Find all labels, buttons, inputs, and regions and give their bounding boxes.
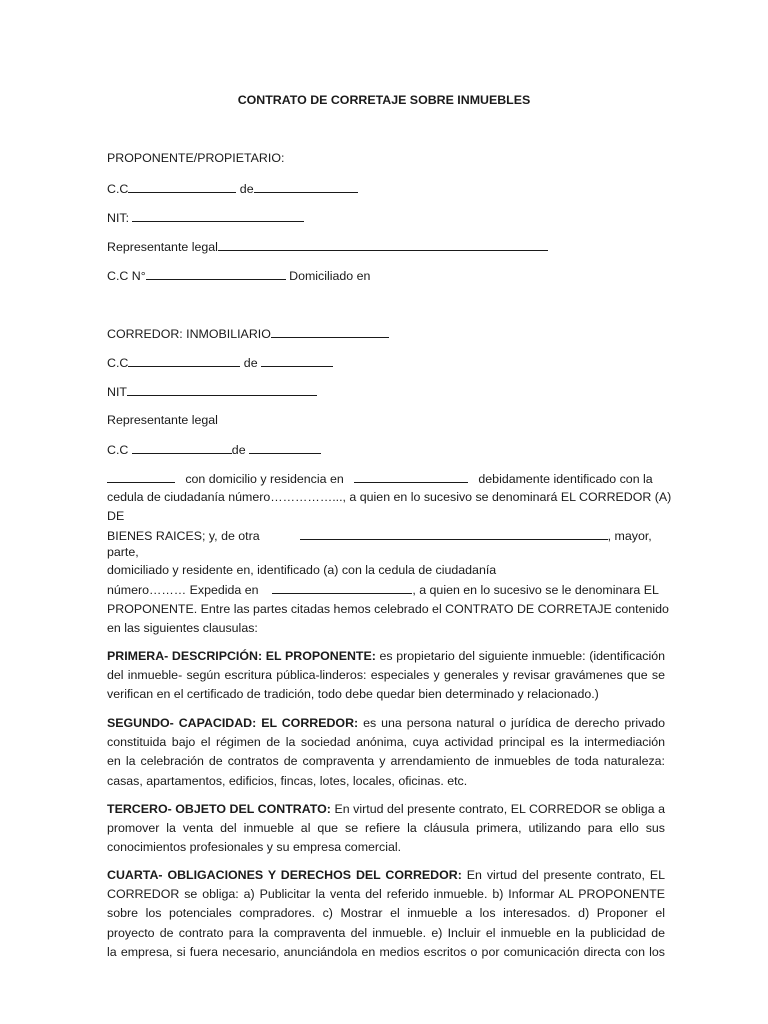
corredor-nit-blank[interactable] xyxy=(127,383,317,396)
corredor-nit-line: NIT xyxy=(107,383,317,400)
proponente-cc-blank[interactable] xyxy=(128,180,236,193)
proponente-ccn-blank[interactable] xyxy=(146,267,286,280)
corredor-de2-blank[interactable] xyxy=(249,441,321,454)
intro-line-4: BIENES RAICES; y, de otra , mayor, xyxy=(107,529,652,543)
corredor-rep-line: Representante legal xyxy=(107,413,218,427)
intro-line-9: en las siguientes clausulas: xyxy=(107,621,258,635)
corredor-cc-blank[interactable] xyxy=(128,354,240,367)
clause-segundo-heading: SEGUNDO- CAPACIDAD: EL CORREDOR: xyxy=(107,716,359,730)
clause-cuarta: CUARTA- OBLIGACIONES Y DERECHOS DEL CORREDOR: En virtud del presente contrato, EL CORREDOR se obliga: a) Publicitar la venta del referido inmueble. b) Informar AL PROPONENTE sobre los potenciales compradores. c) Mostrar el inmueble a los interesados. d) Proponer el proyecto de contrato para la compraventa del inmueble. e) Incluir el inmueble en la publicidad de la empresa, si fuera necesario, anunciándola en medios escritos o por comunicación directa con los xyxy=(107,868,665,959)
proponente-nit-line: NIT: xyxy=(107,209,304,226)
intro-line-1: con domicilio y residencia en debidamente identificado con la xyxy=(107,470,653,487)
corredor-cc-line: C.C de xyxy=(107,354,333,371)
clause-segundo: SEGUNDO- CAPACIDAD: EL CORREDOR: es una persona natural o jurídica de derecho privado constituida bajo el régimen de la sociedad anónima, cuya actividad principal es la intermediación en la celebración de contratos de compraventa y arrendamiento de inmuebles de toda naturaleza: casas, apartamentos, edificios, fincas, lotes, locales, oficinas. etc. xyxy=(107,716,665,788)
corredor-heading-line: CORREDOR: INMOBILIARIO xyxy=(107,325,389,342)
intro-line-8: PROPONENTE. Entre las partes citadas hemos celebrado el CONTRATO DE CORRETAJE contenido xyxy=(107,602,669,616)
document-title: CONTRATO DE CORRETAJE SOBRE INMUEBLES xyxy=(237,93,531,107)
proponente-nit-blank[interactable] xyxy=(132,209,304,222)
intro-line-2: cedula de ciudadanía número……………..., a quien en lo sucesivo se denominará EL CORREDOR (A) xyxy=(107,490,672,504)
corredor-cc2-blank[interactable] xyxy=(132,441,232,454)
proponente-rep-blank[interactable] xyxy=(218,238,548,251)
intro-residence-blank[interactable] xyxy=(354,470,468,483)
clause-tercero-heading: TERCERO- OBJETO DEL CONTRATO: xyxy=(107,802,331,816)
intro-name-blank[interactable] xyxy=(107,470,175,483)
intro-expedida-blank[interactable] xyxy=(272,581,412,594)
corredor-de-blank[interactable] xyxy=(261,354,333,367)
intro-line-6: domiciliado y residente en, identificado (a) con la cedula de ciudadanía xyxy=(107,563,497,577)
clause-tercero: TERCERO- OBJETO DEL CONTRATO: En virtud del presente contrato, EL CORREDOR se obliga a promover la venta del inmueble al que se refiere la cláusula primera, utilizando para ello sus conocimientos profesionales y su empresa comercial. xyxy=(107,802,665,855)
intro-line-3: DE xyxy=(107,509,125,523)
clause-cuarta-heading: CUARTA- OBLIGACIONES Y DERECHOS DEL CORREDOR: xyxy=(107,868,462,882)
clause-primera-heading: PRIMERA- DESCRIPCIÓN: EL PROPONENTE: xyxy=(107,649,376,663)
corredor-cc2-line: C.C de xyxy=(107,441,321,458)
clause-primera: PRIMERA- DESCRIPCIÓN: EL PROPONENTE: es propietario del siguiente inmueble: (identificación del inmueble- según escritura pública-linderos: especiales y generales y revisar gravámenes que se verifican en el certificado de tradición, todo debe quedar bien determinado y relacionado.) xyxy=(107,649,666,702)
corredor-inmobiliario-blank[interactable] xyxy=(271,325,389,338)
proponente-de-blank[interactable] xyxy=(254,180,358,193)
intro-line-7: número……… Expedida en , a quien en lo sucesivo se le denominara EL xyxy=(107,583,659,597)
proponente-rep-line: Representante legal xyxy=(107,238,548,255)
proponente-ccn-line: C.C N° Domiciliado en xyxy=(107,269,371,283)
intro-line-5: parte, xyxy=(107,545,139,559)
intro-party-blank[interactable] xyxy=(300,527,608,540)
proponente-cc-line: C.C de xyxy=(107,180,358,197)
proponente-heading: PROPONENTE/PROPIETARIO: xyxy=(107,151,285,165)
